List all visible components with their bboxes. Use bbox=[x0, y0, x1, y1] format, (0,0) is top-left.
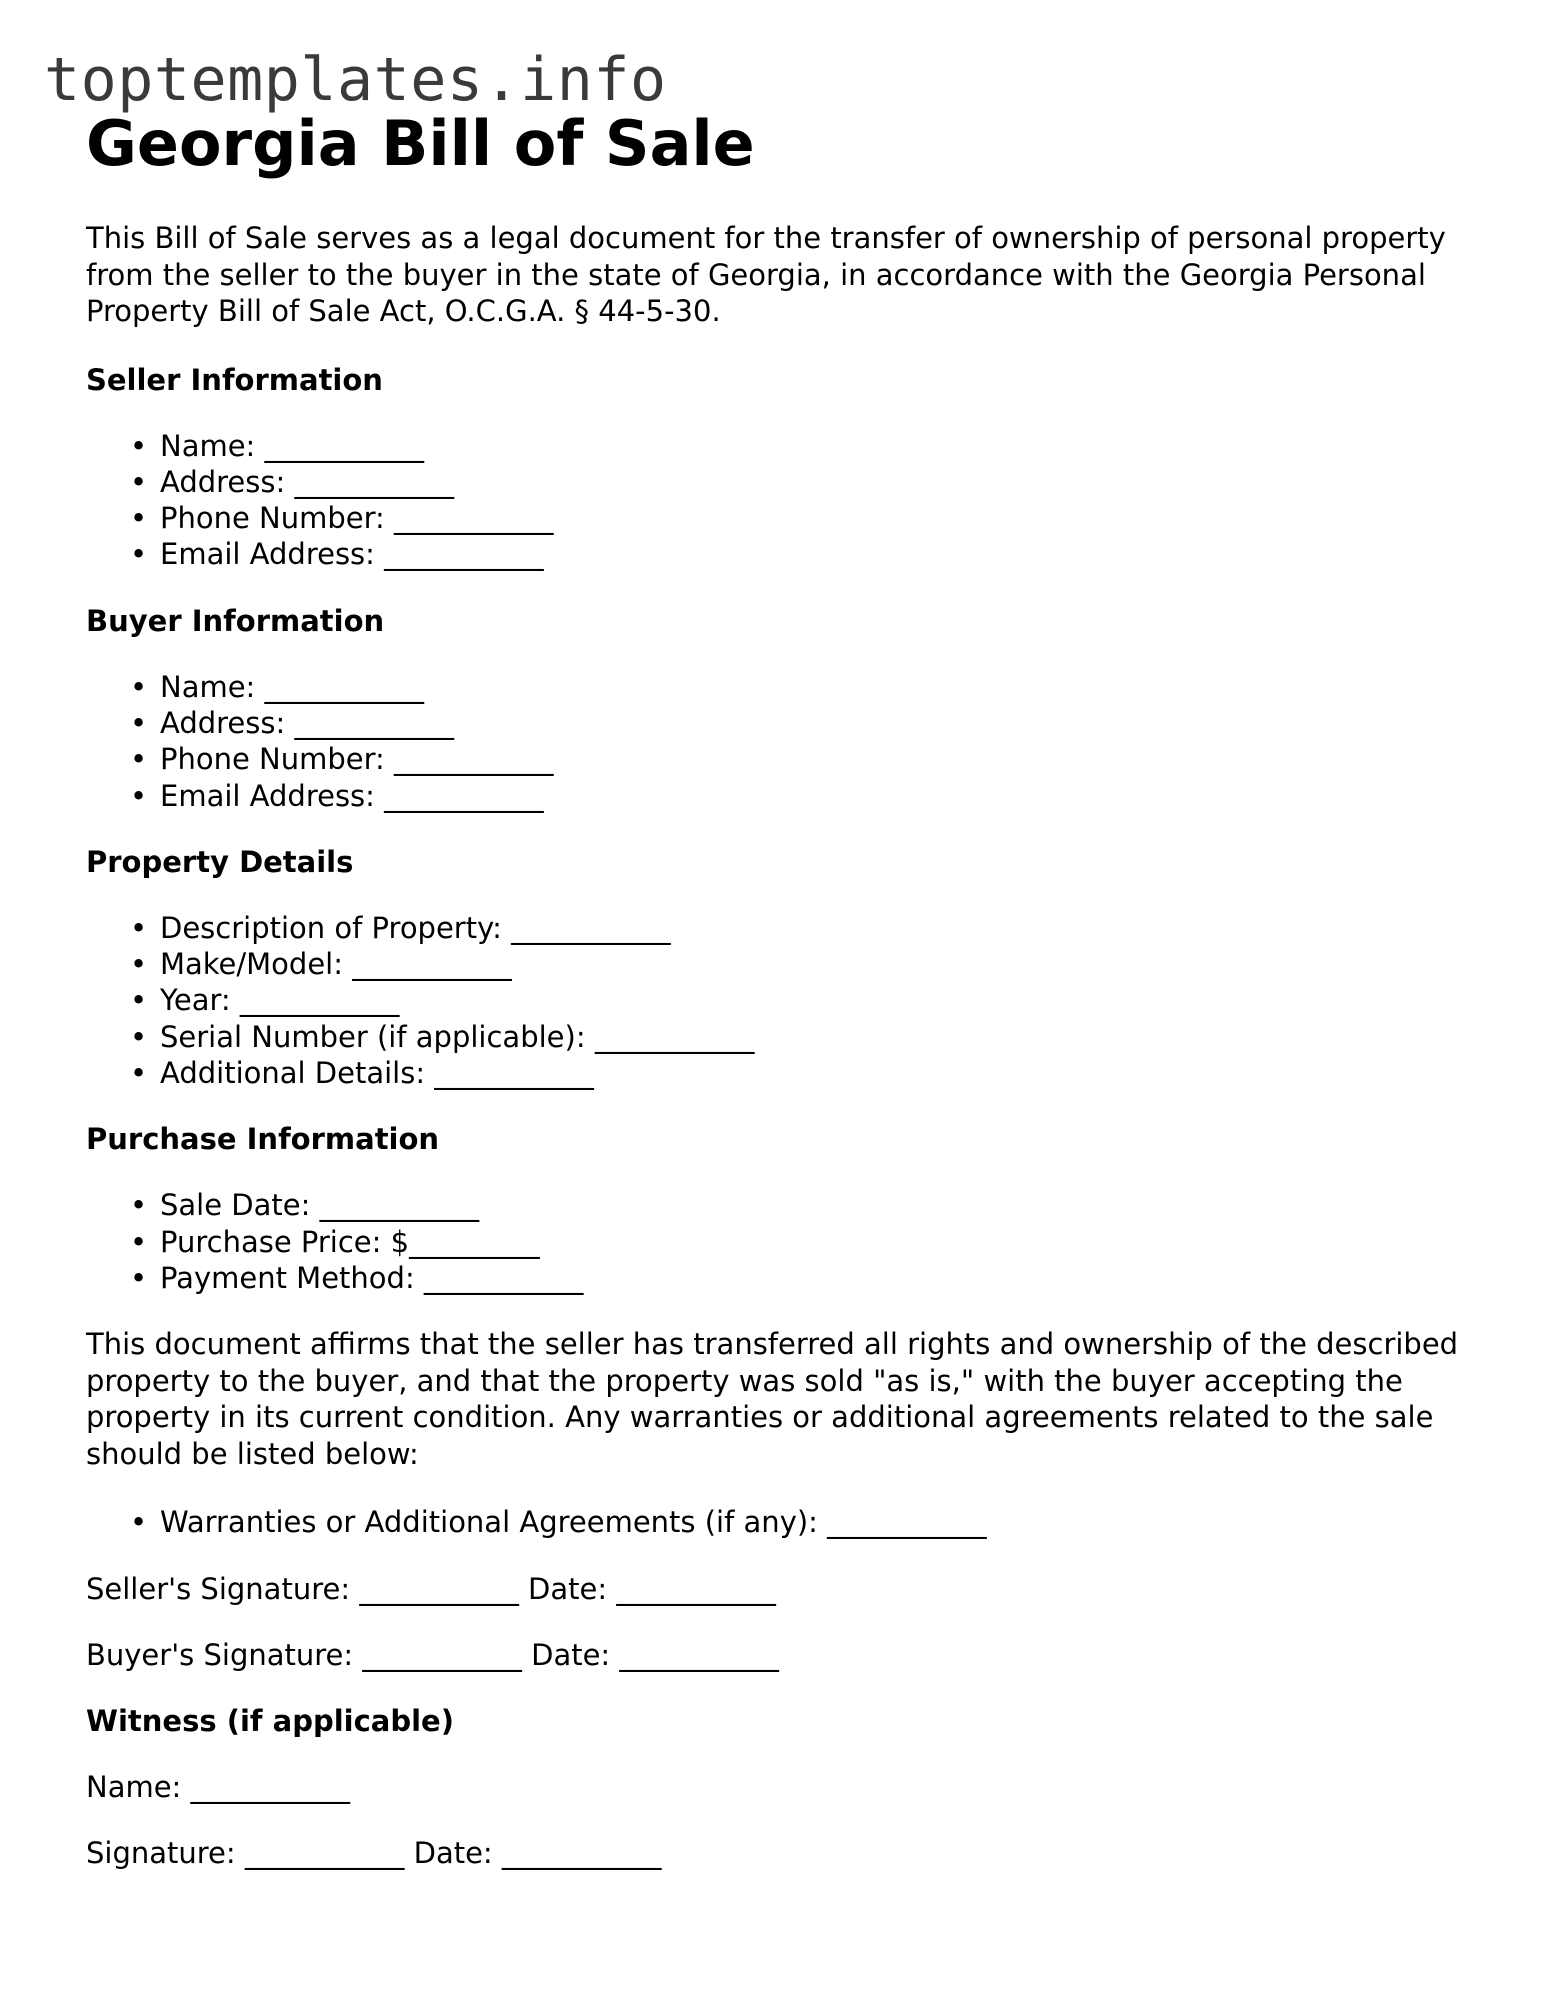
watermark: toptemplates.info bbox=[44, 45, 667, 115]
seller-list bbox=[86, 428, 1486, 573]
field-label: Description of Property: ___________ bbox=[160, 910, 671, 945]
list-item bbox=[130, 669, 1486, 705]
field-label: Additional Details: ___________ bbox=[160, 1056, 594, 1091]
field-label: Name: ___________ bbox=[160, 428, 425, 463]
list-item bbox=[130, 536, 1486, 572]
field-label: Email Address: ___________ bbox=[160, 537, 544, 572]
page-title: Georgia Bill of Sale bbox=[86, 107, 755, 180]
property-list bbox=[86, 910, 1486, 1091]
list-item bbox=[130, 428, 1486, 464]
bullet-icon: • bbox=[130, 501, 148, 536]
field-label: Year: ___________ bbox=[160, 983, 400, 1018]
list-item bbox=[130, 778, 1486, 814]
bullet-icon: • bbox=[130, 537, 148, 572]
list-item bbox=[130, 1260, 1486, 1296]
document-body bbox=[86, 220, 1486, 1901]
field-label: Sale Date: ___________ bbox=[160, 1188, 480, 1223]
warranties-list bbox=[86, 1504, 1486, 1540]
list-item bbox=[130, 946, 1486, 982]
witness-name-line: Name: ___________ bbox=[86, 1769, 351, 1804]
bullet-icon: • bbox=[130, 742, 148, 777]
bullet-icon: • bbox=[130, 947, 148, 982]
buyer-signature-line: Buyer's Signature: ___________ Date: ___________ bbox=[86, 1637, 779, 1672]
bullet-icon: • bbox=[130, 778, 148, 813]
bullet-icon: • bbox=[130, 1505, 148, 1540]
list-item bbox=[130, 705, 1486, 741]
buyer-heading: Buyer Information bbox=[86, 603, 385, 638]
property-heading: Property Details bbox=[86, 844, 354, 879]
buyer-list bbox=[86, 669, 1486, 814]
list-item bbox=[130, 1224, 1486, 1260]
field-label: Purchase Price: $_________ bbox=[160, 1224, 540, 1259]
bullet-icon: • bbox=[130, 1224, 148, 1259]
bullet-icon: • bbox=[130, 910, 148, 945]
list-item bbox=[130, 1504, 1486, 1540]
field-label: Make/Model: ___________ bbox=[160, 947, 512, 982]
bullet-icon: • bbox=[130, 669, 148, 704]
list-item bbox=[130, 910, 1486, 946]
field-label: Email Address: ___________ bbox=[160, 778, 544, 813]
bullet-icon: • bbox=[130, 464, 148, 499]
field-label: Warranties or Additional Agreements (if any): ___________ bbox=[160, 1505, 987, 1540]
purchase-list bbox=[86, 1187, 1486, 1296]
affirmation-paragraph: This document affirms that the seller has transferred all rights and ownership of the described property to the buyer, and that the property was sold "as is," with the buyer accepting the property in its current condition. Any warranties or additional agreements related to the sale should be listed below: bbox=[86, 1327, 1459, 1471]
seller-signature-line: Seller's Signature: ___________ Date: ___________ bbox=[86, 1571, 776, 1606]
list-item bbox=[130, 1187, 1486, 1223]
field-label: Address: ___________ bbox=[160, 705, 454, 740]
field-label: Name: ___________ bbox=[160, 669, 425, 704]
field-label: Phone Number: ___________ bbox=[160, 742, 554, 777]
intro-paragraph: This Bill of Sale serves as a legal document for the transfer of ownership of personal property from the seller to the buyer in the state of Georgia, in accordance with the Georgia Personal Property Bill of Sale Act, O.C.G.A. § 44-5-30. bbox=[86, 221, 1446, 328]
list-item bbox=[130, 500, 1486, 536]
bullet-icon: • bbox=[130, 1260, 148, 1295]
bullet-icon: • bbox=[130, 705, 148, 740]
list-item bbox=[130, 1019, 1486, 1055]
bullet-icon: • bbox=[130, 428, 148, 463]
witness-signature-line: Signature: ___________ Date: ___________ bbox=[86, 1835, 662, 1870]
witness-heading: Witness (if applicable) bbox=[86, 1703, 454, 1738]
list-item bbox=[130, 982, 1486, 1018]
list-item bbox=[130, 741, 1486, 777]
list-item bbox=[130, 1055, 1486, 1091]
purchase-heading: Purchase Information bbox=[86, 1122, 440, 1157]
list-item bbox=[130, 464, 1486, 500]
field-label: Payment Method: ___________ bbox=[160, 1260, 584, 1295]
field-label: Serial Number (if applicable): ___________ bbox=[160, 1019, 755, 1054]
bullet-icon: • bbox=[130, 1056, 148, 1091]
bullet-icon: • bbox=[130, 1019, 148, 1054]
bullet-icon: • bbox=[130, 983, 148, 1018]
seller-heading: Seller Information bbox=[86, 362, 383, 397]
bullet-icon: • bbox=[130, 1188, 148, 1223]
field-label: Address: ___________ bbox=[160, 464, 454, 499]
field-label: Phone Number: ___________ bbox=[160, 501, 554, 536]
